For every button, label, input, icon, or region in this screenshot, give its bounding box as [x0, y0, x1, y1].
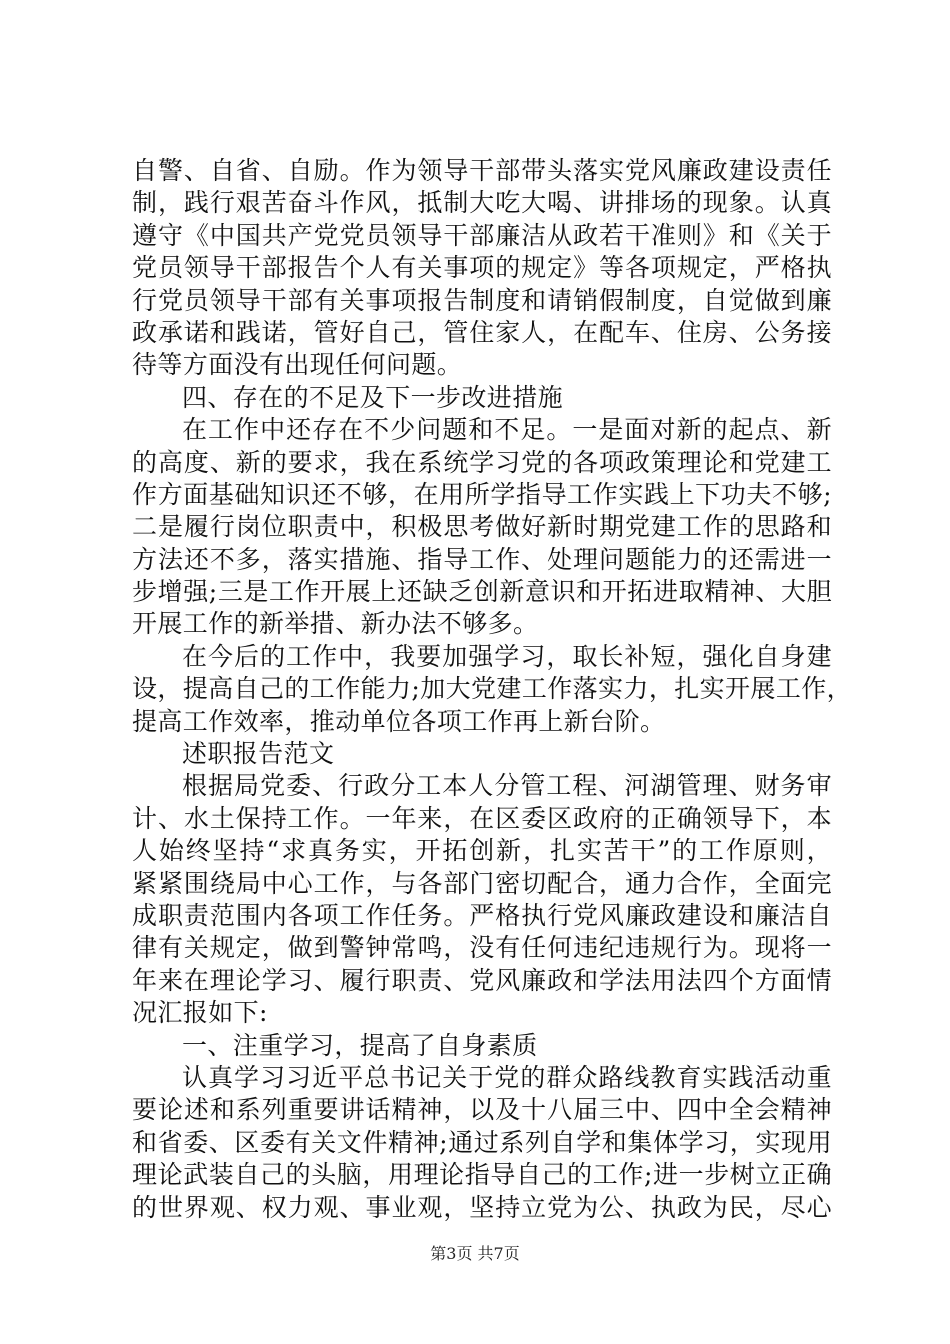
section-heading: 一、注重学习，提高了自身素质 [182, 1030, 538, 1060]
page-number: 第3页 共7页 [430, 1244, 520, 1263]
text-line: 政承诺和践诺，管好自己，管住家人，在配车、住房、公务接 [132, 317, 832, 347]
text-line: 人始终坚持“求真务实，开拓创新，扎实苦干”的工作原则， [132, 836, 832, 866]
text-line: 待等方面没有出现任何问题。 [132, 350, 463, 380]
text-line: 计、水土保持工作。一年来，在区委区政府的正确领导下，本 [132, 803, 832, 833]
text-line: 的世界观、权力观、事业观，坚持立党为公、执政为民，尽心 [132, 1192, 832, 1222]
section-heading: 四、存在的不足及下一步改进措施 [182, 382, 564, 412]
text-line: 根据局党委、行政分工本人分管工程、河湖管理、财务审 [182, 771, 832, 801]
page-footer [0, 1244, 950, 1264]
text-line: 况汇报如下: [132, 998, 268, 1028]
text-line: 在今后的工作中，我要加强学习，取长补短，强化自身建 [182, 641, 832, 671]
text-line: 设，提高自己的工作能力;加大党建工作落实力，扎实开展工作， [132, 674, 853, 704]
text-line: 紧紧围绕局中心工作，与各部门密切配合，通力合作，全面完 [132, 868, 832, 898]
text-line: 在工作中还存在不少问题和不足。一是面对新的起点、新 [182, 415, 832, 445]
document-body [132, 155, 853, 1224]
text-line: 党员领导干部报告个人有关事项的规定》等各项规定，严格执 [132, 253, 832, 283]
text-line: 开展工作的新举措、新办法不够多。 [132, 609, 539, 639]
text-line: 理论武装自己的头脑，用理论指导自己的工作;进一步树立正确 [132, 1160, 832, 1190]
text-line: 自警、自省、自励。作为领导干部带头落实党风廉政建设责任 [132, 156, 832, 185]
text-line: 作方面基础知识还不够，在用所学指导工作实践上下功夫不够; [132, 479, 832, 509]
text-line: 步增强;三是工作开展上还缺乏创新意识和开拓进取精神、大胆 [132, 577, 832, 607]
text-line: 二是履行岗位职责中，积极思考做好新时期党建工作的思路和 [132, 512, 832, 542]
text-line: 制，践行艰苦奋斗作风，抵制大吃大喝、讲排场的现象。认真 [132, 188, 832, 218]
text-line: 遵守《中国共产党党员领导干部廉洁从政若干准则》和《关于 [132, 220, 832, 250]
text-line: 律有关规定，做到警钟常鸣，没有任何违纪违规行为。现将一 [132, 933, 832, 963]
text-line: 行党员领导干部有关事项报告制度和请销假制度，自觉做到廉 [132, 285, 832, 315]
text-line: 要论述和系列重要讲话精神，以及十八届三中、四中全会精神 [132, 1095, 832, 1125]
section-heading: 述职报告范文 [182, 739, 335, 769]
text-line: 和省委、区委有关文件精神;通过系列自学和集体学习，实现用 [132, 1127, 832, 1157]
text-line: 认真学习习近平总书记关于党的群众路线教育实践活动重 [182, 1062, 832, 1092]
text-line: 方法还不多，落实措施、指导工作、处理问题能力的还需进一 [132, 544, 832, 574]
text-line: 的高度、新的要求，我在系统学习党的各项政策理论和党建工 [132, 447, 832, 477]
text-line: 年来在理论学习、履行职责、党风廉政和学法用法四个方面情 [132, 965, 832, 995]
text-line: 成职责范围内各项工作任务。严格执行党风廉政建设和廉洁自 [132, 900, 832, 930]
text-line: 提高工作效率，推动单位各项工作再上新台阶。 [132, 706, 666, 736]
